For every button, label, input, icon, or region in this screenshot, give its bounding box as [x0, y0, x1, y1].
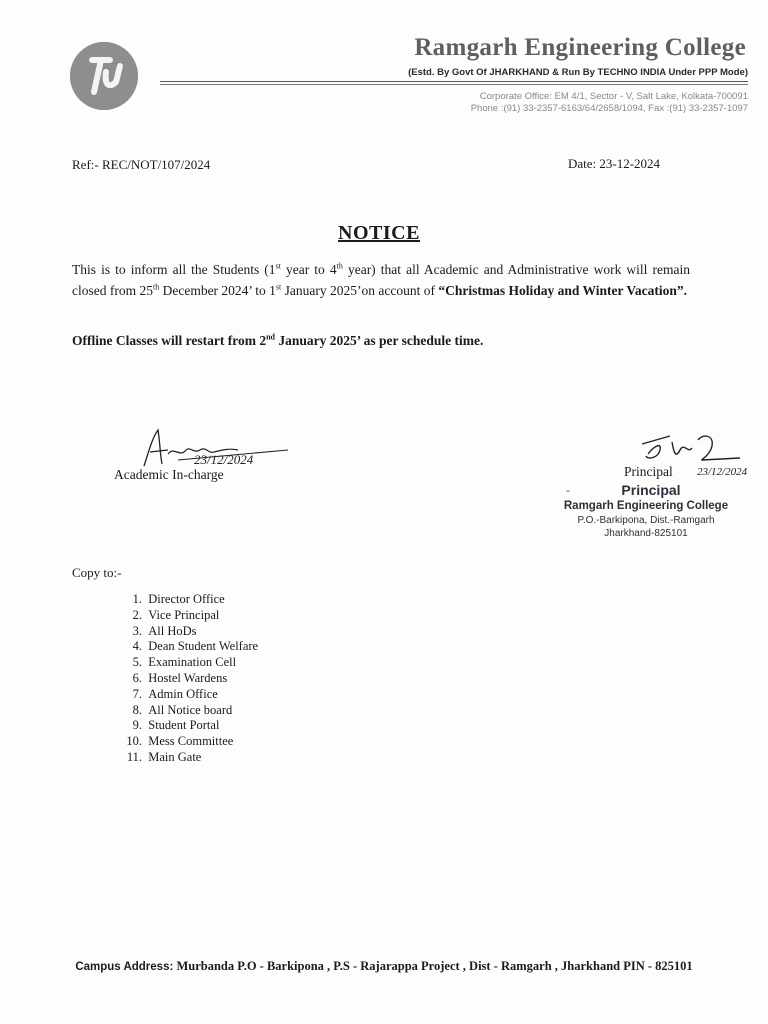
- copy-to-item-number: 7.: [132, 686, 142, 701]
- copy-to-item-number: 3.: [132, 623, 142, 638]
- college-logo: [70, 42, 138, 110]
- corporate-office-block: [471, 91, 748, 115]
- principal-label: Principal: [624, 464, 673, 479]
- offline-text-segment: January 2025’ as per schedule time.: [275, 333, 484, 348]
- ordinal-suffix: th: [336, 261, 343, 271]
- copy-to-item-number: 8.: [132, 702, 142, 717]
- campus-address-label: Campus Address:: [75, 961, 174, 973]
- copy-to-item-text: Hostel Wardens: [148, 670, 228, 685]
- copy-to-item-text: Admin Office: [148, 686, 218, 701]
- body-text-segment: year to 4: [280, 262, 337, 277]
- letterhead-rule: [160, 81, 748, 82]
- copy-to-item-text: Student Portal: [148, 718, 220, 733]
- campus-address: [72, 958, 696, 975]
- copy-to-item-number: 5.: [132, 655, 142, 670]
- logo-mark-icon: [70, 42, 138, 110]
- principal-sign-date: 23/12/2024: [697, 466, 748, 478]
- copy-to-item: [110, 639, 258, 655]
- body-text-segment: This is to inform all the Students (1: [72, 262, 276, 277]
- ordinal-suffix: st: [275, 261, 281, 271]
- establishment-line: (Estd. By Govt Of JHARKHAND & Run By TECHNO INDIA Under PPP Mode): [408, 67, 748, 78]
- copy-to-item-number: 2.: [132, 607, 142, 622]
- academic-incharge-signature: [138, 424, 308, 472]
- academic-incharge-label: Academic In-charge: [114, 467, 224, 482]
- copy-to-item: [110, 624, 258, 640]
- reference-number: Ref:- REC/NOT/107/2024: [72, 157, 211, 172]
- ordinal-suffix: th: [152, 282, 160, 292]
- copy-to-item-text: Mess Committee: [148, 734, 234, 749]
- body-text-segment: year) that all Academic and Administrative work will remain closed from 25: [72, 262, 690, 298]
- copy-to-item-text: Main Gate: [148, 749, 202, 764]
- copy-to-label: Copy to:-: [72, 565, 122, 580]
- copy-to-item: [110, 718, 258, 734]
- stamp-mark: -: [566, 483, 570, 497]
- letterhead-rule-secondary: [160, 84, 748, 85]
- copy-to-item: [110, 592, 258, 608]
- copy-to-item-text: All HoDs: [148, 623, 197, 638]
- offline-classes-line: [72, 333, 483, 349]
- copy-to-item-number: 6.: [132, 670, 142, 685]
- ordinal-suffix: st: [275, 282, 282, 292]
- copy-to-item: [110, 703, 258, 719]
- copy-to-item-number: 10.: [126, 734, 142, 749]
- body-text-segment: January 2025’on account of: [281, 283, 439, 298]
- stamp-title: Principal: [621, 482, 681, 498]
- copy-to-item-text: All Notice board: [148, 702, 233, 717]
- copy-to-item-number: 11.: [126, 749, 142, 764]
- stamp-college-name: Ramgarh Engineering College: [563, 500, 729, 512]
- principal-stamp: [540, 482, 752, 540]
- body-text-segment: December 2024’ to 1: [159, 283, 276, 298]
- copy-to-item: [110, 671, 258, 687]
- notice-body-paragraph: [72, 259, 690, 301]
- copy-to-item-text: Vice Principal: [148, 607, 220, 622]
- copy-to-item-text: Dean Student Welfare: [148, 639, 259, 654]
- stamp-address: P.O.-Barkipona, Dist.-Ramgarh: [577, 515, 715, 526]
- copy-to-list: [110, 592, 258, 766]
- ordinal-suffix: nd: [266, 332, 275, 342]
- copy-to-item-text: Director Office: [148, 592, 225, 606]
- corporate-office-phone: Phone :(91) 33-2357-6163/64/2658/1094, Fax :(91) 33-2357-1097: [470, 103, 748, 114]
- campus-address-text: Murbanda P.O - Barkipona , P.S - Rajarappa Project , Dist - Ramgarh , Jharkhand PIN - 825101: [173, 959, 693, 973]
- copy-to-item-number: 9.: [132, 718, 142, 733]
- copy-to-item-text: Examination Cell: [148, 655, 237, 670]
- notice-title: NOTICE: [338, 222, 420, 244]
- copy-to-item: [110, 655, 258, 671]
- offline-text-segment: Offline Classes will restart from 2: [72, 333, 267, 348]
- copy-to-item: [110, 750, 258, 766]
- copy-to-item-number: 1.: [132, 592, 142, 606]
- corporate-office-address: Corporate Office: EM 4/1, Sector - V, Salt Lake, Kolkata-700091: [479, 91, 748, 102]
- copy-to-item: [110, 734, 258, 750]
- copy-to-item-number: 4.: [132, 639, 142, 654]
- copy-to-item: [110, 687, 258, 703]
- svg-text:23/12/2024: 23/12/2024: [194, 452, 254, 467]
- stamp-state-pin: Jharkhand-825101: [604, 528, 688, 539]
- holiday-name: “Christmas Holiday and Winter Vacation”.: [438, 283, 688, 298]
- copy-to-item: [110, 608, 258, 624]
- college-name: Ramgarh Engineering College: [414, 34, 746, 61]
- notice-date: Date: 23-12-2024: [568, 156, 661, 171]
